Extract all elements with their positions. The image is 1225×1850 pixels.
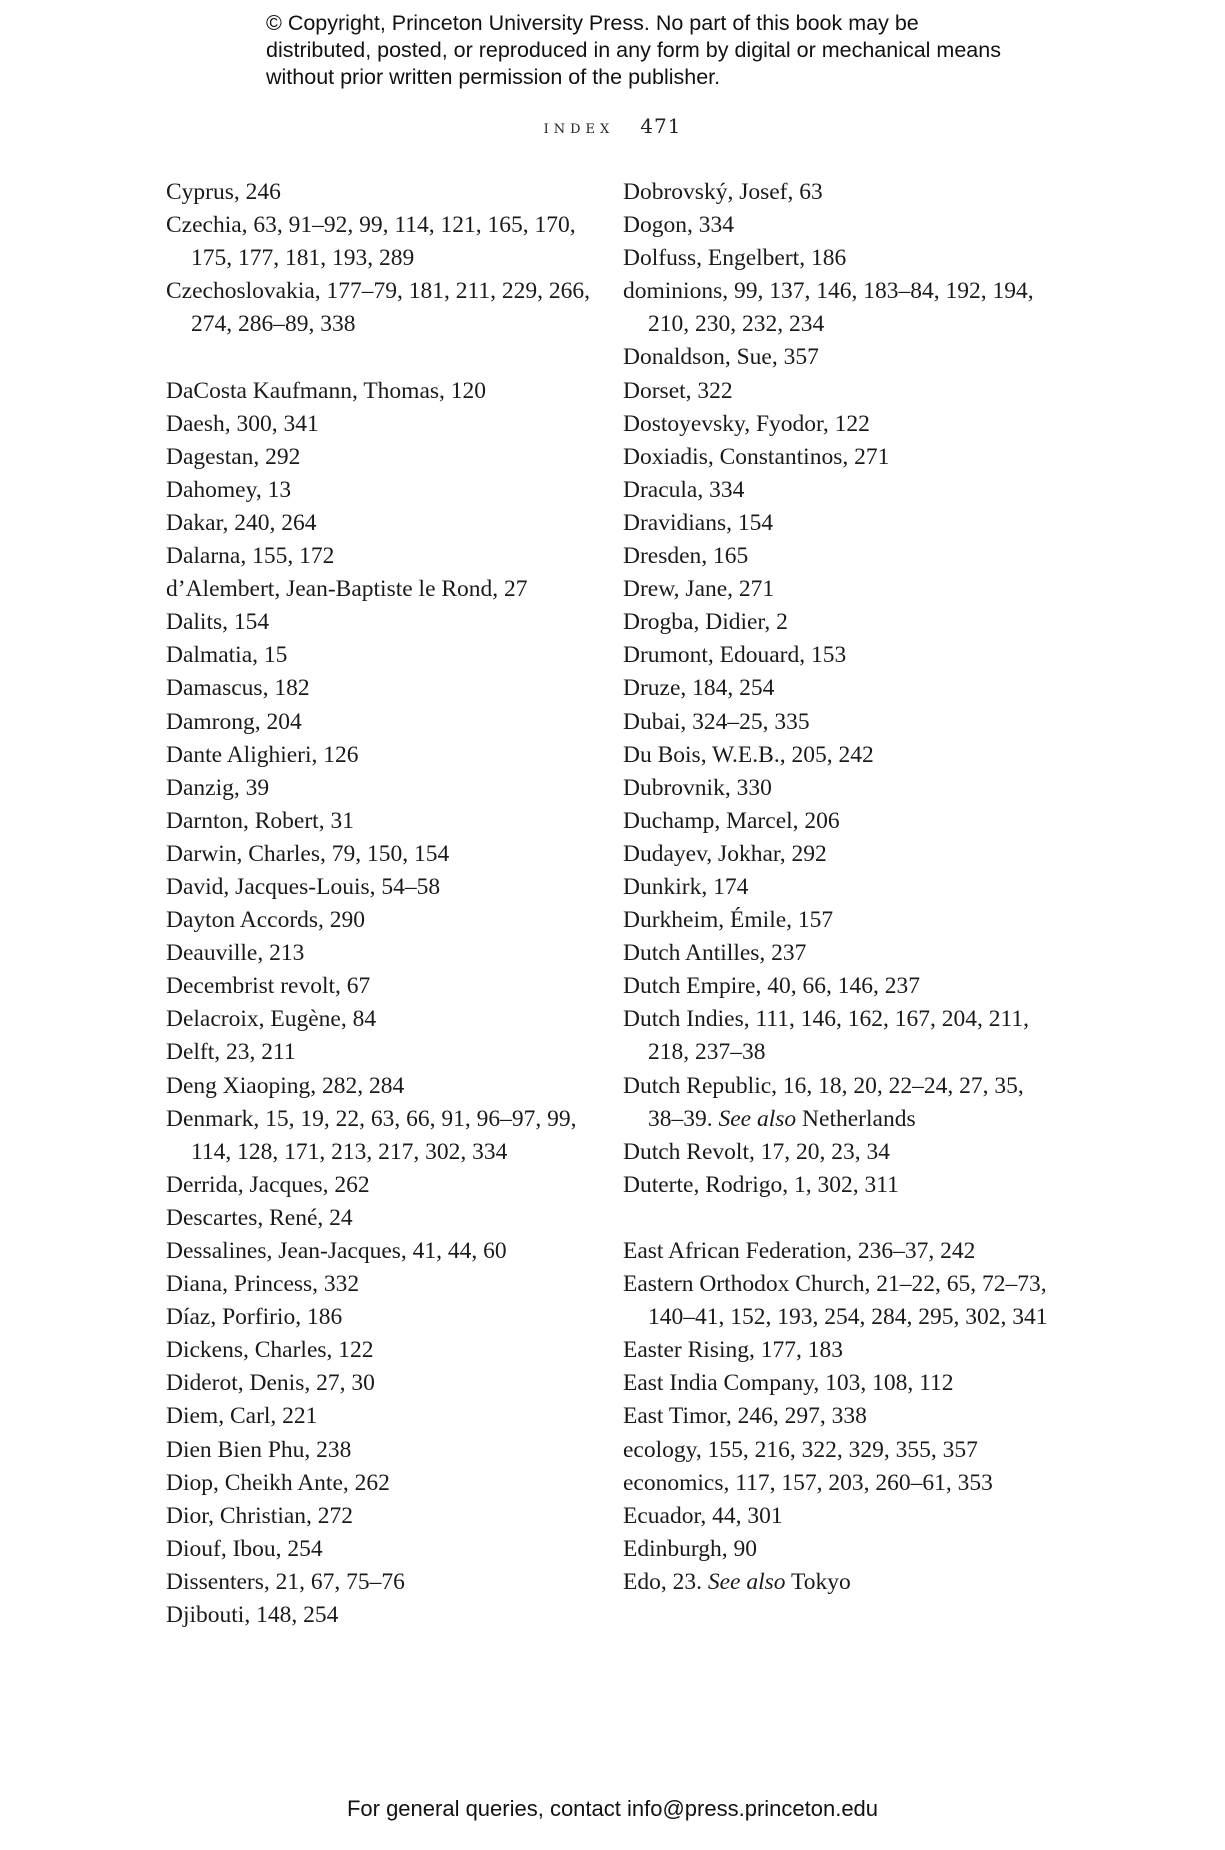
index-entry bbox=[166, 706, 606, 739]
index-entry-text: Damascus, 182 bbox=[166, 675, 310, 702]
index-entry-text: Dostoyevsky, Fyodor, 122 bbox=[623, 410, 870, 437]
index-entry bbox=[623, 1367, 1063, 1400]
index-entry bbox=[623, 242, 1063, 275]
index-entry-text: East African Federation, 236–37, 242 bbox=[623, 1238, 976, 1264]
index-entry bbox=[166, 1500, 606, 1533]
index-entry-text: Drogba, Didier, 2 bbox=[623, 609, 788, 636]
index-entry-text: Dior, Christian, 272 bbox=[166, 1502, 354, 1529]
index-entry bbox=[166, 573, 606, 606]
index-entry-text: Diana, Princess, 332 bbox=[166, 1271, 360, 1298]
index-entry-text: Dagestan, 292 bbox=[166, 443, 301, 470]
index-entry bbox=[166, 1566, 606, 1599]
index-entry-text: Cyprus, 246 bbox=[166, 179, 281, 205]
running-head-title: index bbox=[543, 117, 615, 138]
index-entry bbox=[166, 639, 606, 672]
index-entry-text: Edinburgh, 90 bbox=[623, 1535, 758, 1562]
index-entry-text: Dutch Republic, 16, 18, 20, 22–24, 27, 35, 38–39. bbox=[623, 1072, 1024, 1132]
index-entry-text: dominions, 99, 137, 146, 183–84, 192, 194, 210, 230, 232, 234 bbox=[623, 278, 1034, 338]
index-entry bbox=[623, 573, 1063, 606]
index-entry-text: Diop, Cheikh Ante, 262 bbox=[166, 1469, 390, 1496]
index-column-right bbox=[623, 176, 1063, 1599]
index-entry-text: Durkheim, Émile, 157 bbox=[623, 907, 834, 934]
index-entry bbox=[166, 1003, 606, 1036]
index-entry bbox=[623, 375, 1063, 408]
index-entry bbox=[623, 1533, 1063, 1566]
index-entry bbox=[166, 540, 606, 573]
index-entry bbox=[623, 1268, 1063, 1334]
index-entry-text: Diderot, Denis, 27, 30 bbox=[166, 1370, 375, 1397]
index-entry-text: Dracula, 334 bbox=[623, 476, 745, 503]
index-entry-text: Dutch Antilles, 237 bbox=[623, 940, 807, 967]
index-entry bbox=[623, 507, 1063, 540]
index-entry-text: Dutch Empire, 40, 66, 146, 237 bbox=[623, 973, 920, 1000]
index-entry-text: Delft, 23, 211 bbox=[166, 1039, 296, 1066]
index-entry bbox=[166, 275, 606, 341]
index-entry bbox=[166, 1434, 606, 1467]
index-entry bbox=[623, 209, 1063, 242]
index-entry-text: Dissenters, 21, 67, 75–76 bbox=[166, 1568, 405, 1595]
index-entry bbox=[166, 1301, 606, 1334]
index-entry-text: Diem, Carl, 221 bbox=[166, 1403, 318, 1430]
index-entry bbox=[166, 1599, 606, 1632]
index-entry-text: Dobrovský, Josef, 63 bbox=[623, 179, 823, 205]
index-entry-text: Dante Alighieri, 126 bbox=[166, 741, 359, 768]
index-entry bbox=[623, 1400, 1063, 1433]
index-entry bbox=[623, 838, 1063, 871]
index-column-left bbox=[166, 176, 606, 1632]
index-entry bbox=[166, 1202, 606, 1235]
index-entry-text: Edo, 23. bbox=[623, 1568, 702, 1595]
index-entry bbox=[166, 1334, 606, 1367]
index-entry-text: Deng Xiaoping, 282, 284 bbox=[166, 1072, 405, 1099]
index-entry bbox=[623, 1467, 1063, 1500]
index-entry-text: Ecuador, 44, 301 bbox=[623, 1502, 783, 1529]
index-entry-text: Dutch Revolt, 17, 20, 23, 34 bbox=[623, 1138, 890, 1165]
index-entry bbox=[166, 441, 606, 474]
index-entry-text: East India Company, 103, 108, 112 bbox=[623, 1370, 954, 1397]
index-entry bbox=[623, 1070, 1063, 1136]
index-entry bbox=[166, 408, 606, 441]
index-entry-text: Dakar, 240, 264 bbox=[166, 509, 317, 536]
index-entry-text: Damrong, 204 bbox=[166, 708, 302, 735]
section-gap bbox=[623, 1202, 1063, 1235]
index-entry-text: Czechia, 63, 91–92, 99, 114, 121, 165, 170, 175, 177, 181, 193, 289 bbox=[166, 212, 576, 272]
index-entry bbox=[166, 1103, 606, 1169]
index-entry bbox=[623, 441, 1063, 474]
index-entry bbox=[166, 672, 606, 705]
index-entry-text: Djibouti, 148, 254 bbox=[166, 1602, 339, 1629]
index-entry-text: Doxiadis, Constantinos, 271 bbox=[623, 443, 890, 470]
index-entry-text: Dresden, 165 bbox=[623, 543, 749, 570]
index-entry-text: Dalmatia, 15 bbox=[166, 642, 288, 669]
index-entry bbox=[623, 1235, 1063, 1268]
index-entry bbox=[166, 474, 606, 507]
index-entry-text: Delacroix, Eugène, 84 bbox=[166, 1006, 377, 1033]
copyright-notice: © Copyright, Princeton University Press. No part of this book may be distributed, posted, or reproduced in any form by digital or mechanical means without prior written permission of the publisher. bbox=[266, 11, 1001, 89]
running-head bbox=[0, 114, 1225, 138]
index-entry bbox=[623, 176, 1063, 209]
index-entry-text: Du Bois, W.E.B., 205, 242 bbox=[623, 741, 874, 768]
index-entry-text: Dogon, 334 bbox=[623, 212, 734, 239]
index-entry bbox=[166, 805, 606, 838]
index-entry bbox=[623, 805, 1063, 838]
index-entry-text: ecology, 155, 216, 322, 329, 355, 357 bbox=[623, 1436, 978, 1463]
index-entry bbox=[166, 871, 606, 904]
index-entry bbox=[166, 1367, 606, 1400]
index-entry-text: Dickens, Charles, 122 bbox=[166, 1337, 374, 1364]
index-entry bbox=[166, 176, 606, 209]
index-entry bbox=[166, 970, 606, 1003]
index-entry-text: Derrida, Jacques, 262 bbox=[166, 1171, 370, 1198]
index-entry bbox=[623, 1003, 1063, 1069]
index-entry bbox=[166, 937, 606, 970]
index-entry bbox=[623, 1500, 1063, 1533]
index-entry bbox=[166, 1036, 606, 1069]
index-entry-text: Dalarna, 155, 172 bbox=[166, 543, 335, 570]
index-entry bbox=[623, 1169, 1063, 1202]
index-entry bbox=[623, 672, 1063, 705]
index-entry-text: Díaz, Porfirio, 186 bbox=[166, 1304, 343, 1331]
index-entry bbox=[623, 540, 1063, 573]
index-entry-text: Dayton Accords, 290 bbox=[166, 907, 366, 934]
index-entry-text: economics, 117, 157, 203, 260–61, 353 bbox=[623, 1469, 993, 1496]
index-entry-text: Duchamp, Marcel, 206 bbox=[623, 807, 840, 834]
index-entry-text: DaCosta Kaufmann, Thomas, 120 bbox=[166, 377, 487, 404]
index-entry bbox=[623, 706, 1063, 739]
index-entry-text: Darnton, Robert, 31 bbox=[166, 807, 354, 834]
index-entry-text: Dessalines, Jean-Jacques, 41, 44, 60 bbox=[166, 1238, 507, 1264]
index-entry bbox=[623, 606, 1063, 639]
index-entry bbox=[166, 1070, 606, 1103]
index-entry-text: Deauville, 213 bbox=[166, 940, 305, 967]
index-entry bbox=[166, 772, 606, 805]
index-entry-text: d’Alembert, Jean-Baptiste le Rond, 27 bbox=[166, 576, 528, 603]
page-number: 471 bbox=[640, 114, 682, 138]
index-entry-text: Denmark, 15, 19, 22, 63, 66, 91, 96–97, 99, 114, 128, 171, 213, 217, 302, 334 bbox=[166, 1105, 577, 1165]
index-entry-text: Dunkirk, 174 bbox=[623, 873, 749, 900]
index-entry bbox=[623, 937, 1063, 970]
index-entry bbox=[166, 606, 606, 639]
index-entry bbox=[623, 772, 1063, 805]
index-entry-text: Dubrovnik, 330 bbox=[623, 774, 772, 801]
index-entry-text: Dorset, 322 bbox=[623, 377, 733, 404]
index-entry bbox=[166, 1533, 606, 1566]
index-entry-text: Dolfuss, Engelbert, 186 bbox=[623, 245, 847, 272]
index-entry-text: Dudayev, Jokhar, 292 bbox=[623, 840, 827, 867]
index-entry-text: Eastern Orthodox Church, 21–22, 65, 72–73, 140–41, 152, 193, 254, 284, 295, 302, 341 bbox=[623, 1271, 1048, 1331]
index-entry bbox=[166, 209, 606, 275]
index-entry bbox=[623, 275, 1063, 341]
index-entry bbox=[166, 1467, 606, 1500]
see-also-label: See also bbox=[718, 1105, 797, 1132]
index-entry bbox=[166, 1400, 606, 1433]
index-entry bbox=[166, 1169, 606, 1202]
index-entry-text: Czechoslovakia, 177–79, 181, 211, 229, 266, 274, 286–89, 338 bbox=[166, 278, 591, 338]
index-entry bbox=[623, 1434, 1063, 1467]
index-entry-text: Easter Rising, 177, 183 bbox=[623, 1337, 843, 1364]
index-entry bbox=[166, 739, 606, 772]
index-entry-text: Darwin, Charles, 79, 150, 154 bbox=[166, 840, 450, 867]
footer-contact: For general queries, contact info@press.princeton.edu bbox=[346, 1796, 879, 1821]
index-entry-text: Drumont, Edouard, 153 bbox=[623, 642, 847, 669]
index-entry-text: Drew, Jane, 271 bbox=[623, 576, 775, 603]
index-entry-text: Dahomey, 13 bbox=[166, 476, 292, 503]
index-entry bbox=[166, 838, 606, 871]
index-entry-text: Donaldson, Sue, 357 bbox=[623, 344, 819, 371]
index-entry bbox=[623, 1566, 1063, 1599]
index-entry bbox=[623, 871, 1063, 904]
index-entry-text: Daesh, 300, 341 bbox=[166, 410, 319, 437]
index-entry bbox=[166, 1268, 606, 1301]
section-gap bbox=[166, 341, 606, 374]
index-entry bbox=[623, 341, 1063, 374]
index-entry-text: Descartes, René, 24 bbox=[166, 1204, 353, 1231]
index-entry bbox=[623, 474, 1063, 507]
index-entry-text: Diouf, Ibou, 254 bbox=[166, 1535, 323, 1562]
index-entry bbox=[623, 1334, 1063, 1367]
index-entry-text: Dravidians, 154 bbox=[623, 509, 774, 536]
see-also-reference: Netherlands bbox=[802, 1105, 916, 1132]
index-entry-text: Dutch Indies, 111, 146, 162, 167, 204, 211, 218, 237–38 bbox=[623, 1006, 1029, 1066]
index-entry bbox=[166, 375, 606, 408]
see-also-label: See also bbox=[707, 1568, 786, 1595]
see-also-reference: Tokyo bbox=[790, 1568, 851, 1595]
index-entry bbox=[623, 970, 1063, 1003]
index-entry bbox=[623, 739, 1063, 772]
index-entry bbox=[166, 1235, 606, 1268]
index-entry bbox=[166, 507, 606, 540]
index-entry bbox=[166, 904, 606, 937]
index-entry-text: Druze, 184, 254 bbox=[623, 675, 775, 702]
index-entry bbox=[623, 904, 1063, 937]
index-entry-text: Duterte, Rodrigo, 1, 302, 311 bbox=[623, 1171, 899, 1198]
index-entry bbox=[623, 1136, 1063, 1169]
index-entry-text: David, Jacques-Louis, 54–58 bbox=[166, 873, 441, 900]
index-entry-text: Dien Bien Phu, 238 bbox=[166, 1436, 352, 1463]
index-entry-text: East Timor, 246, 297, 338 bbox=[623, 1403, 867, 1430]
index-entry-text: Danzig, 39 bbox=[166, 774, 270, 801]
index-entry-text: Dubai, 324–25, 335 bbox=[623, 708, 810, 735]
index-entry-text: Decembrist revolt, 67 bbox=[166, 973, 371, 1000]
index-entry bbox=[623, 408, 1063, 441]
index-entry-text: Dalits, 154 bbox=[166, 609, 270, 636]
index-entry bbox=[623, 639, 1063, 672]
